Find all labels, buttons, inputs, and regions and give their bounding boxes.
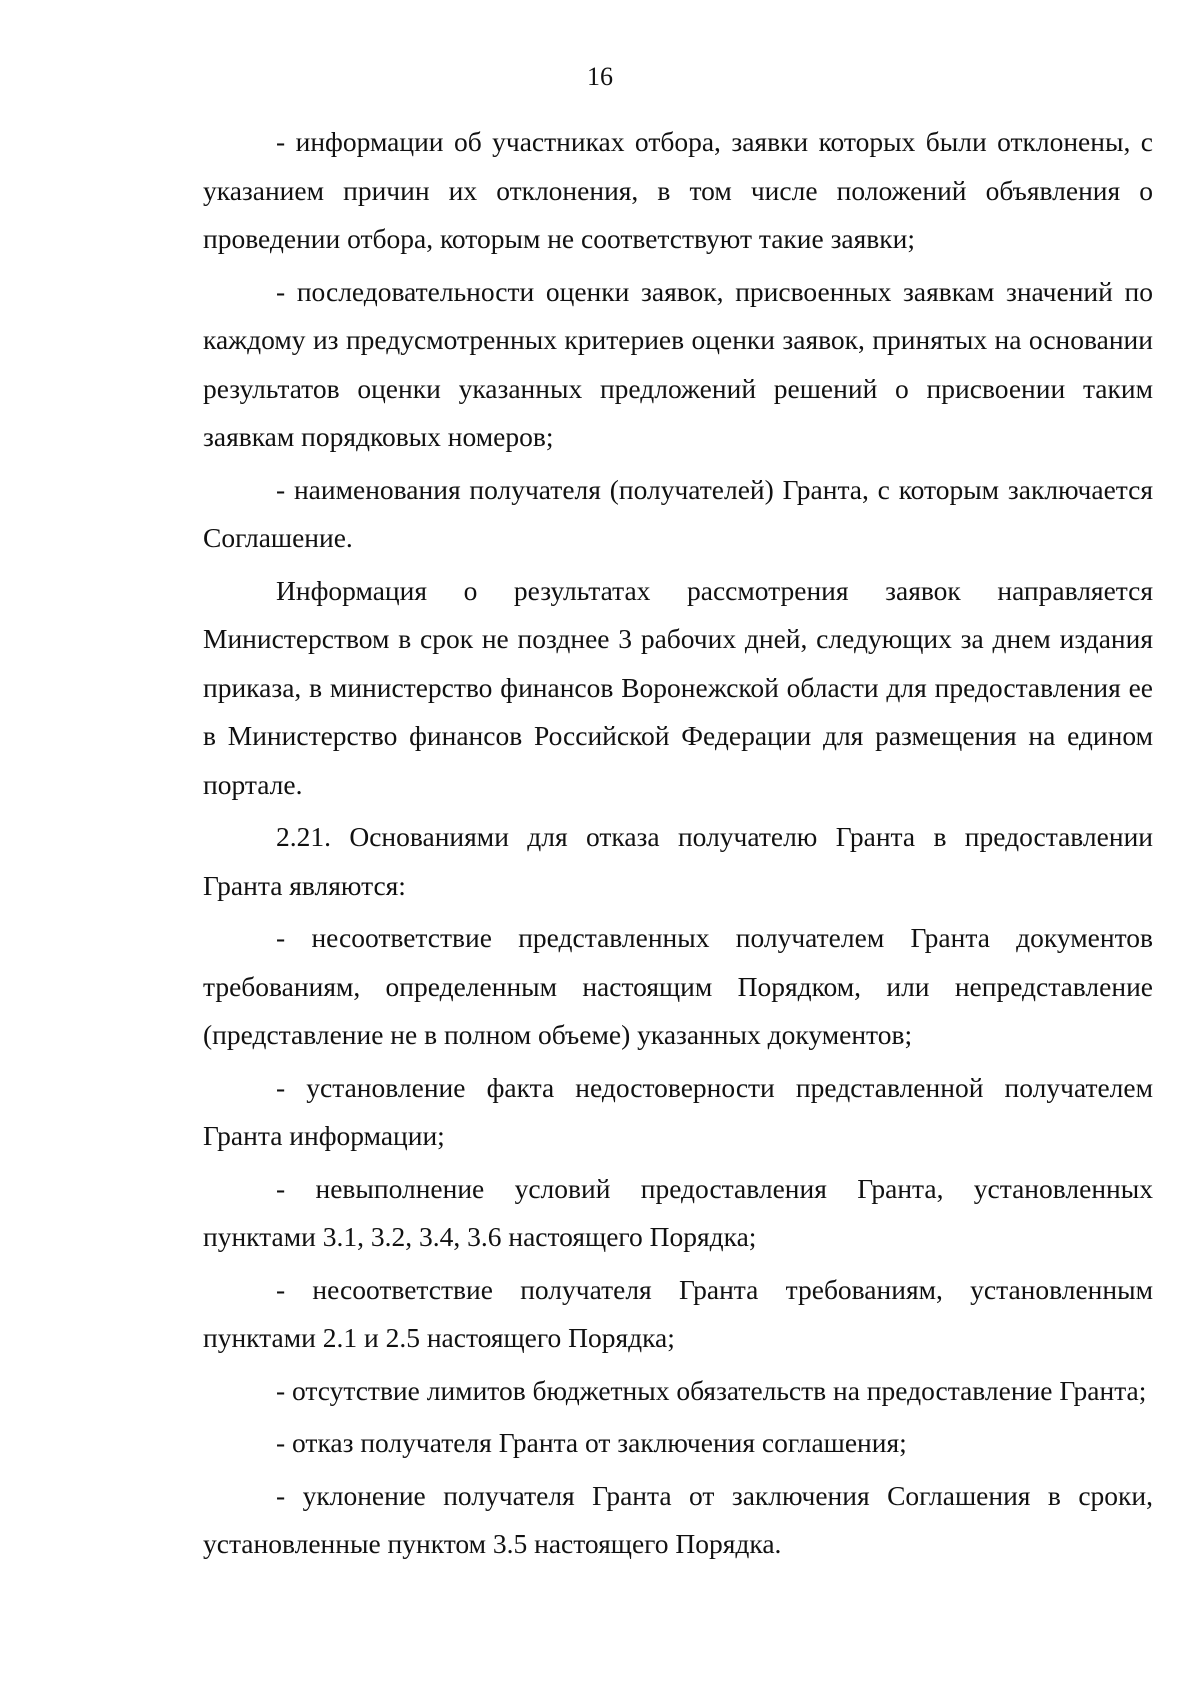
paragraph-section-2-21: 2.21. Основаниями для отказа получателю Гранта в предоставлении Гранта являются: xyxy=(203,821,1153,901)
paragraph-evaluation-sequence: - последовательности оценки заявок, присвоенных заявкам значений по каждому из предусмотренных критериев оценки заявок, принятых на основании результатов оценки указанных предложений решений о присвоении таким заявкам порядковых номеров; xyxy=(203,275,1153,452)
paragraph-conditions-not-met: - невыполнение условий предоставления Гранта, установленных пунктами 3.1, 3.2, 3.4, 3.6 настоящего Порядка; xyxy=(203,1172,1153,1252)
paragraph-rejected-participants-info: - информации об участниках отбора, заявки которых были отклонены, с указанием причин их отклонения, в том числе положений объявления о проведении отбора, которым не соответствуют такие заявки; xyxy=(203,126,1153,254)
document-body xyxy=(203,118,1153,1573)
paragraph-requirements-mismatch: - несоответствие получателя Гранта требованиям, установленным пунктами 2.1 и 2.5 настоящего Порядка; xyxy=(203,1273,1153,1353)
paragraph-no-budget-limits: - отсутствие лимитов бюджетных обязательств на предоставление Гранта; xyxy=(276,1374,1147,1406)
paragraph-results-information: Информация о результатах рассмотрения заявок направляется Министерством в срок не позднее 3 рабочих дней, следующих за днем издания приказа, в министерство финансов Воронежской области для предоставления ее в Министерство финансов Российской Федерации для размещения на едином портале. xyxy=(203,574,1153,800)
paragraph-documents-mismatch: - несоответствие представленных получателем Гранта документов требованиям, определенным настоящим Порядком, или непредставление (представление не в полном объеме) указанных документов; xyxy=(203,922,1153,1050)
paragraph-grant-recipient-name: - наименования получателя (получателей) Гранта, с которым заключается Соглашение. xyxy=(203,473,1153,553)
paragraph-false-information: - установление факта недостоверности представленной получателем Гранта информации; xyxy=(203,1071,1153,1151)
paragraph-agreement-refusal: - отказ получателя Гранта от заключения соглашения; xyxy=(276,1427,907,1458)
page-number: 16 xyxy=(587,62,613,91)
paragraph-agreement-evasion: - уклонение получателя Гранта от заключения Соглашения в сроки, установленные пунктом 3.5 настоящего Порядка. xyxy=(203,1479,1153,1559)
